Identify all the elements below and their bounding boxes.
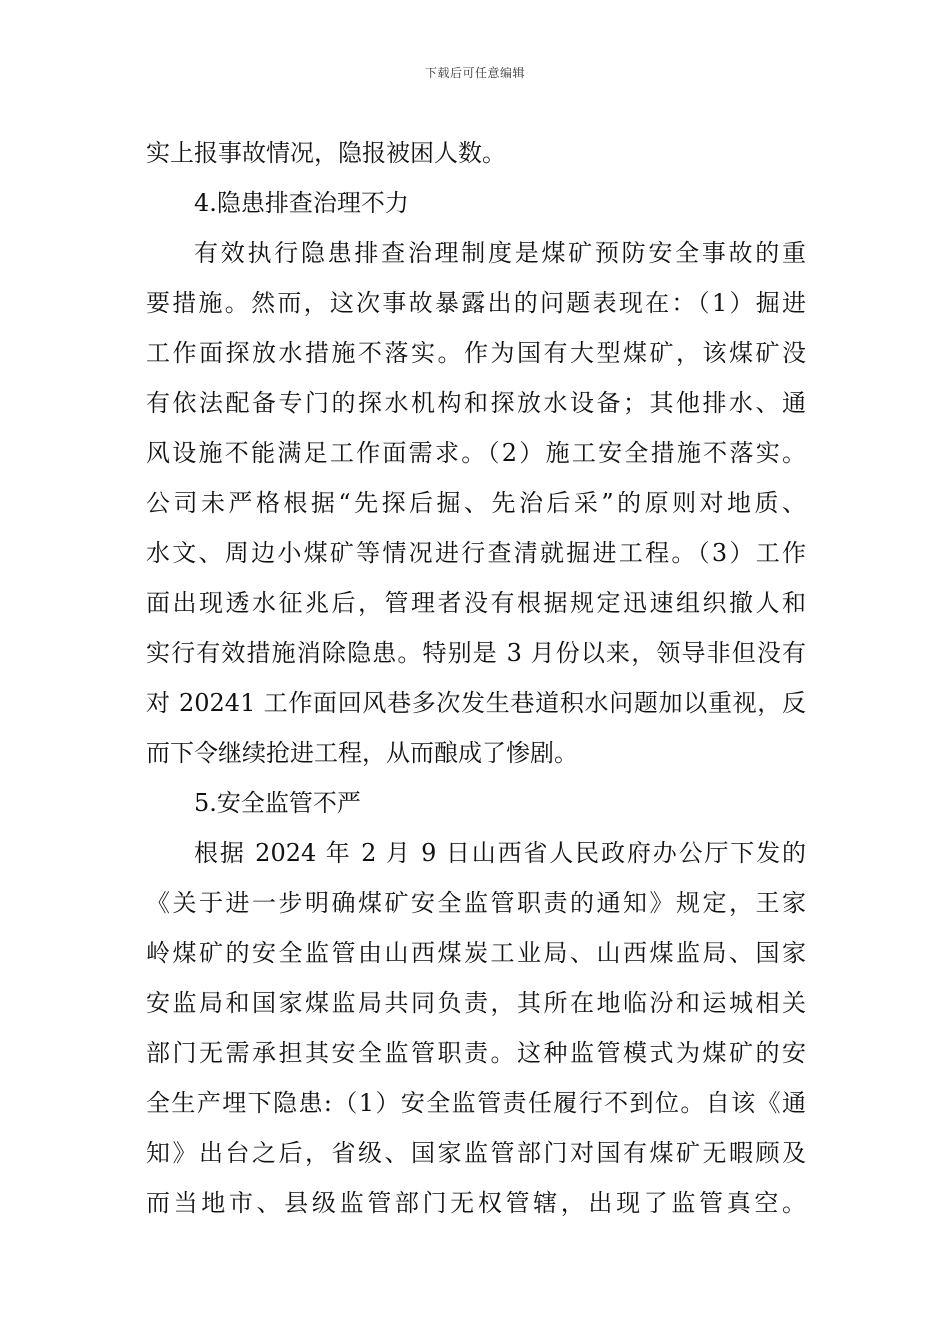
body-line: 实上报事故情况，隐报被困人数。: [146, 139, 506, 167]
body-line: 风设施不能满足工作面需求。（2）施工安全措施不落实。: [146, 439, 806, 467]
body-line: 要措施。然而，这次事故暴露出的问题表现在：（1）掘进: [146, 289, 806, 317]
section-heading: 5.安全监管不严: [194, 789, 361, 817]
body-line: 水文、周边小煤矿等情况进行查清就掘进工程。（3）工作: [146, 539, 806, 567]
body-line: 有效执行隐患排查治理制度是煤矿预防安全事故的重: [194, 239, 806, 267]
body-line: 对 20241 工作面回风巷多次发生巷道积水问题加以重视，反: [146, 689, 806, 717]
body-line: 部门无需承担其安全监管职责。这种监管模式为煤矿的安: [146, 1039, 806, 1067]
body-line: 根据 2024 年 2 月 9 日山西省人民政府办公厅下发的: [194, 839, 806, 867]
body-line: 而下令继续抢进工程，从而酿成了惨剧。: [146, 739, 578, 767]
body-line: 《关于进一步明确煤矿安全监管职责的通知》规定，王家: [146, 889, 806, 917]
page-header: 下载后可任意编辑: [424, 66, 525, 80]
body-line: 安监局和国家煤监局共同负责，其所在地临汾和运城相关: [146, 989, 806, 1017]
body-line: 工作面探放水措施不落实。作为国有大型煤矿，该煤矿没: [146, 339, 806, 367]
body-line: 而当地市、县级监管部门无权管辖，出现了监管真空。: [146, 1189, 806, 1217]
body-line: 知》出台之后，省级、国家监管部门对国有煤矿无暇顾及: [146, 1139, 806, 1167]
section-heading: 4.隐患排查治理不力: [194, 189, 409, 217]
body-line: 公司未严格根据“先探后掘、先治后采”的原则对地质、: [146, 489, 806, 517]
body-line: 全生产埋下隐患:（1）安全监管责任履行不到位。自该《通: [146, 1089, 806, 1117]
body-line: 实行有效措施消除隐患。特别是 3 月份以来，领导非但没有: [146, 639, 806, 667]
document-body: [146, 128, 806, 1228]
body-line: 岭煤矿的安全监管由山西煤炭工业局、山西煤监局、国家: [146, 939, 806, 967]
body-line: 有依法配备专门的探水机构和探放水设备；其他排水、通: [146, 389, 806, 417]
body-line: 面出现透水征兆后，管理者没有根据规定迅速组织撤人和: [146, 589, 806, 617]
